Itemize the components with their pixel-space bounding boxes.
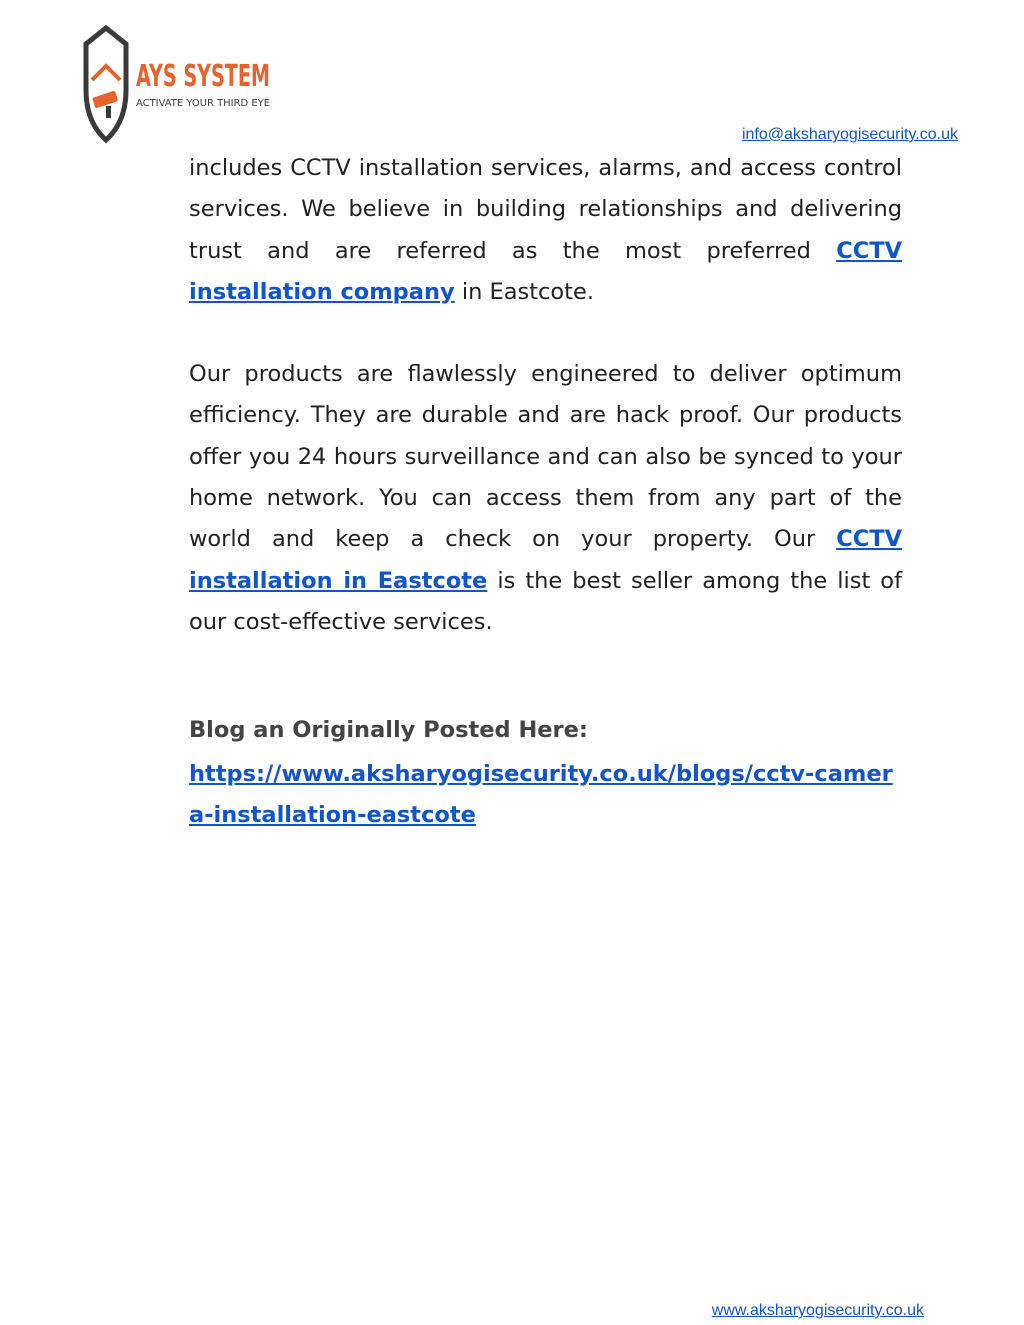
article-body <box>189 148 902 836</box>
svg-text:ACTIVATE YOUR THIRD EYE: ACTIVATE YOUR THIRD EYE <box>136 98 270 109</box>
svg-text:AYS SYSTEM: AYS SYSTEM <box>136 59 270 94</box>
paragraph-text: Our products are flawlessly engineered to deliver optimum efficiency. They are durable and are hack proof. Our products offer you 24 hours surveillance and can also be synced to your home network. You can access them from any part of the world and keep a check on your property. Our <box>189 361 902 553</box>
paragraph-text: is the best seller among the list of our cost-effective services. <box>189 567 902 635</box>
header-email-link[interactable]: info@aksharyogisecurity.co.uk <box>741 126 958 143</box>
shield-icon <box>86 28 126 140</box>
company-logo <box>80 24 280 144</box>
paragraph-text: in Eastcote. <box>454 278 594 305</box>
paragraph-services <box>189 148 902 313</box>
paragraph-products <box>189 354 902 643</box>
paragraph-text: includes CCTV installation services, alarms, and access control services. We believe in building relationships and delivering trust and are referred as the most preferred <box>189 155 902 264</box>
camera-icon <box>92 91 118 109</box>
cctv-installation-eastcote-link[interactable]: CCTV installation in Eastcote <box>189 526 902 594</box>
house-icon <box>92 66 120 80</box>
footer-website-link[interactable]: www.aksharyogisecurity.co.uk <box>711 1302 924 1319</box>
cctv-installation-company-link[interactable]: CCTV installation company <box>189 237 902 305</box>
blog-heading: Blog an Originally Posted Here: <box>189 717 588 744</box>
blog-url-link[interactable]: https://www.aksharyogisecurity.co.uk/blogs/cctv-camera-installation-eastcote <box>189 760 893 828</box>
